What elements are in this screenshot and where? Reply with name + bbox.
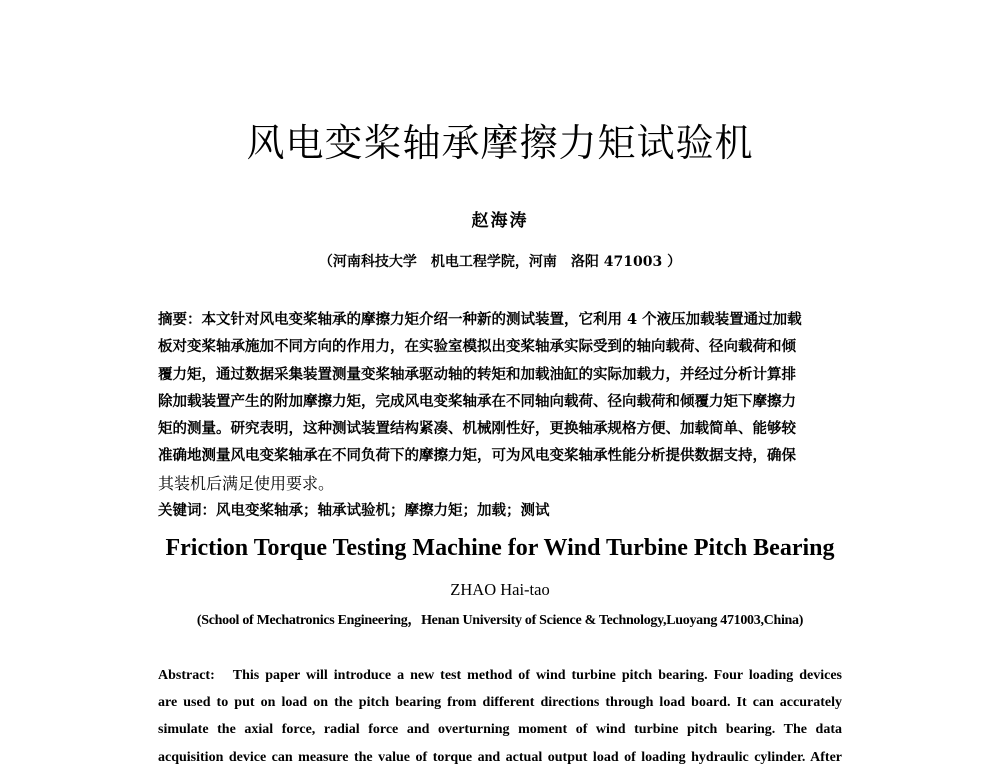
abstract-cn-line: 其装机后满足使用要求。 [158,473,335,493]
abstract-en-line: acquisition device can measure the value of torque and actual output load of loading hydraulic cylinder. After [158,749,842,765]
paper-title-cn: 风电变桨轴承摩擦力矩试验机 [246,121,754,165]
abstract-en-line: are used to put on load on the pitch bearing from different directions through load board. It can accurately [158,695,842,711]
author-en: ZHAO Hai-tao [450,580,550,599]
abstract-cn-line: 本文针对风电变桨轴承的摩擦力矩介绍一种新的测试装置，它利用 4 个液压加载装置通过加载 [201,311,802,328]
abstract-cn-line: 矩的测量。研究表明，这种测试装置结构紧凑、机械刚性好，更换轴承规格方便、加载简单、能够较 [158,420,796,438]
abstract-en-line: This paper will introduce a new test method of wind turbine pitch bearing. Four loading devices [232,668,842,683]
abstract-en-label: Abstract: [158,668,215,683]
abstract-en-first-line [158,662,842,689]
abstract-cn-line: 除加载装置产生的附加摩擦力矩，完成风电变桨轴承在不同轴向载荷、径向载荷和倾覆力矩下摩擦力 [158,392,796,410]
abstract-cn [158,306,842,498]
abstract-cn-line: 覆力矩，通过数据采集装置测量变桨轴承驱动轴的转矩和加载油缸的实际加载力，并经过分析计算排 [158,365,796,383]
affiliation-cn: （河南科技大学 机电工程学院，河南 洛阳 471003 ） [318,254,682,270]
keywords-cn-label: 关键词： [158,502,216,519]
author-cn: 赵海涛 [471,211,529,231]
abstract-cn-line: 板对变桨轴承施加不同方向的作用力，在实验室模拟出变桨轴承实际受到的轴向载荷、径向载荷和倾 [158,338,796,356]
keywords-cn [158,499,550,520]
abstract-en-line: simulate the axial force, radial force and overturning moment of wind turbine pitch bearing. The data [158,722,842,738]
abstract-cn-line: 准确地测量风电变桨轴承在不同负荷下的摩擦力矩，可为风电变桨轴承性能分析提供数据支持，确保 [158,447,796,465]
keywords-cn-text: 风电变桨轴承；轴承试验机；摩擦力矩；加载；测试 [216,502,550,519]
affiliation-en: (School of Mechatronics Engineering，Henan University of Science & Technology,Luoyang 471003,China) [196,613,804,628]
abstract-cn-label: 摘要： [158,311,202,328]
paper-title-en: Friction Torque Testing Machine for Wind Turbine Pitch Bearing [165,535,835,561]
abstract-en [158,662,842,771]
